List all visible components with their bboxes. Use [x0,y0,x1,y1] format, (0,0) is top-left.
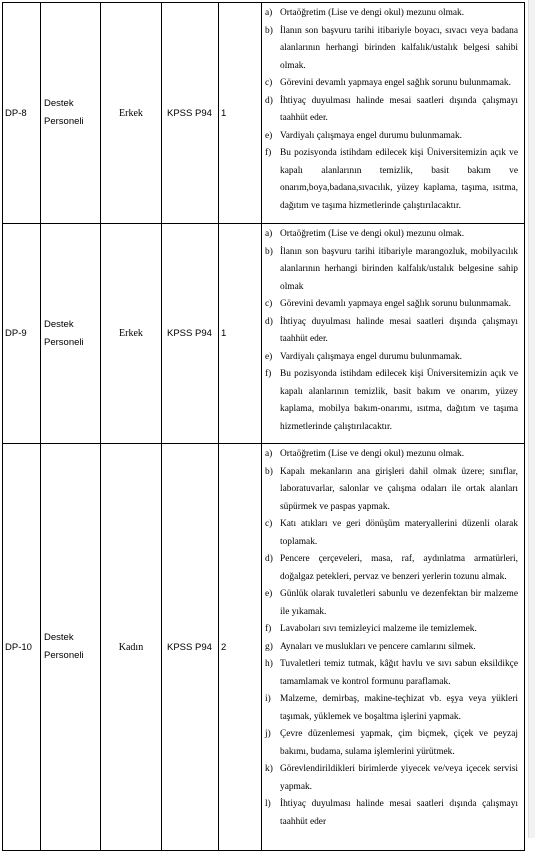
item-text: Görevini devamlı yapmaya engel sağlık sorunu bulunmamak. [280,78,511,88]
position-gender: Erkek [101,3,162,224]
table-row [3,444,525,851]
item-text: Bu pozisyonda istihdam edilecek kişi Üniversitemizin açık ve kapalı alanlarının temizlik, basit bakım ve onarım,boya,badana,sıvacılık, yüzey kaplama, taşıma, ısıtma, dağıtım ve taşıma hizmetlerinde çalıştırılacaktır. [280,148,518,211]
item-text: Bu pozisyonda istihdam edilecek kişi Üniversitemizin açık ve kapalı alanlarının temizlik, basit bakım ve onarım, yüzey kaplama, mobilya bakım-onarımı, ısıtma, dağıtım ve taşıma hizmetlerinde çalıştırılacaktır. [280,369,518,432]
position-unit: Destek Personeli [41,224,101,444]
item-marker: e) [265,589,273,599]
item-text: İhtiyaç duyulması halinde mesai saatleri dışında çalışmayı taahhüt eder. [280,316,518,344]
item-marker: j) [265,729,271,739]
list-item [265,75,518,93]
item-marker: d) [265,316,273,327]
position-count: 1 [219,3,262,224]
list-item [265,226,518,244]
list-item [265,796,518,831]
item-text: Ortaöğretim (Lise ve dengi okul) mezunu olmak. [280,229,465,239]
item-text: İlanın son başvuru tarihi itibariyle boyacı, sıvacı veya badana alanlarının herhangi birinden kalfalık/ustalık belgesi sahibi olmak. [280,25,518,71]
item-text: Görevini devamlı yapmaya engel sağlık sorunu bulunmamak. [280,299,511,309]
requirements-cell [262,3,525,224]
item-text: Katı atıkları ve geri dönüşüm materyallerini düzenli olarak toplamak. [280,519,518,547]
item-marker: f) [265,624,272,634]
list-item [265,726,518,761]
item-marker: d) [265,95,273,106]
list-item [265,128,518,146]
list-item [265,656,518,691]
item-marker: h) [265,659,273,669]
list-item [265,145,518,215]
position-gender: Kadın [101,444,162,851]
item-text: İhtiyaç duyulması halinde mesai saatleri dışında çalışmayı taahhüt eder [280,799,518,827]
position-gender: Erkek [101,224,162,444]
requirements-list [265,226,518,436]
list-item [265,761,518,796]
item-marker: c) [265,299,273,309]
list-item [265,691,518,726]
position-code: DP-8 [3,3,41,224]
list-item [265,586,518,621]
item-text: Çevre düzenlemesi yapmak, çim biçmek, çiçek ve peyzaj bakımı, budama, sulama işlemlerini yürütmek. [280,729,518,757]
position-code: DP-10 [3,444,41,851]
item-text: Görevlendirildikleri birimlerde yiyecek ve/veya içecek servisi yapmak. [280,764,518,792]
item-text: Vardiyalı çalışmaya engel durumu bulunmamak. [280,351,462,362]
item-marker: f) [265,148,272,158]
item-text: İhtiyaç duyulması halinde mesai saatleri dışında çalışmayı taahhüt eder. [280,95,518,123]
requirements-cell [262,224,525,444]
item-marker: c) [265,78,273,88]
item-text: Aynaları ve muslukları ve pencere camlarını silmek. [280,641,476,652]
item-marker: l) [265,799,271,809]
list-item [265,446,518,464]
item-marker: a) [265,8,273,18]
list-item [265,23,518,76]
list-item [265,296,518,314]
list-item [265,93,518,128]
position-count: 2 [219,444,262,851]
item-marker: b) [265,466,273,477]
item-marker: c) [265,519,273,529]
list-item [265,516,518,551]
item-text: Kapalı mekanların ana girişleri dahil olmak üzere; sınıflar, laboratuvarlar, salonlar ve çalışma odaları ile ortak alanları süpürmek ve paspas yapmak. [280,466,518,512]
list-item [265,551,518,586]
list-item [265,314,518,349]
item-text: Ortaöğretim (Lise ve dengi okul) mezunu olmak. [280,8,465,18]
item-text: Malzeme, demirbaş, makine-teçhizat vb. eşya veya yükleri taşımak, yüklemek ve boşaltma işlerini yapmak. [280,694,518,722]
list-item [265,5,518,23]
item-text: İlanın son başvuru tarihi itibariyle marangozluk, mobilyacılık alanlarının herhangi birinden kalfalık/ustalık belgesine sahip olmak [280,246,518,292]
table-row [3,3,525,224]
vertical-scrollbar[interactable] [528,0,535,838]
item-marker: e) [265,130,273,141]
list-item [265,244,518,297]
item-text: Tuvaletleri temiz tutmak, kâğıt havlu ve sıvı sabun eksildikçe tamamlamak ve kontrol formunu paraflamak. [280,659,518,687]
requirements-list [265,446,518,831]
list-item [265,621,518,639]
position-kpss: KPSS P94 [162,444,219,851]
item-marker: a) [265,229,273,239]
item-marker: e) [265,351,273,362]
position-kpss: KPSS P94 [162,224,219,444]
item-marker: i) [265,694,271,704]
item-text: Pencere çerçeveleri, masa, raf, aydınlatma armatürleri, doğalgaz petekleri, pervaz ve benzeri yerlerin tozunu almak. [280,554,518,582]
position-count: 1 [219,224,262,444]
position-kpss: KPSS P94 [162,3,219,224]
item-text: Ortaöğretim (Lise ve dengi okul) mezunu olmak. [280,449,465,459]
item-marker: b) [265,246,273,257]
item-text: Vardiyalı çalışmaya engel durumu bulunmamak. [280,130,462,141]
position-unit: Destek Personeli [41,3,101,224]
item-marker: k) [265,764,273,774]
item-marker: g) [265,641,273,652]
list-item [265,464,518,517]
list-item [265,366,518,436]
item-marker: f) [265,369,272,379]
table-row [3,224,525,444]
item-marker: d) [265,554,273,564]
list-item [265,639,518,657]
item-text: Günlük olarak tuvaletleri sabunlu ve dezenfektan bir malzeme ile yıkamak. [280,589,518,617]
requirements-list [265,5,518,215]
item-text: Lavaboları sıvı temizleyici malzeme ile temizlemek. [280,624,477,634]
positions-table [2,2,525,851]
position-unit: Destek Personeli [41,444,101,851]
item-marker: b) [265,25,273,36]
item-marker: a) [265,449,273,459]
list-item [265,349,518,367]
requirements-cell [262,444,525,851]
position-code: DP-9 [3,224,41,444]
